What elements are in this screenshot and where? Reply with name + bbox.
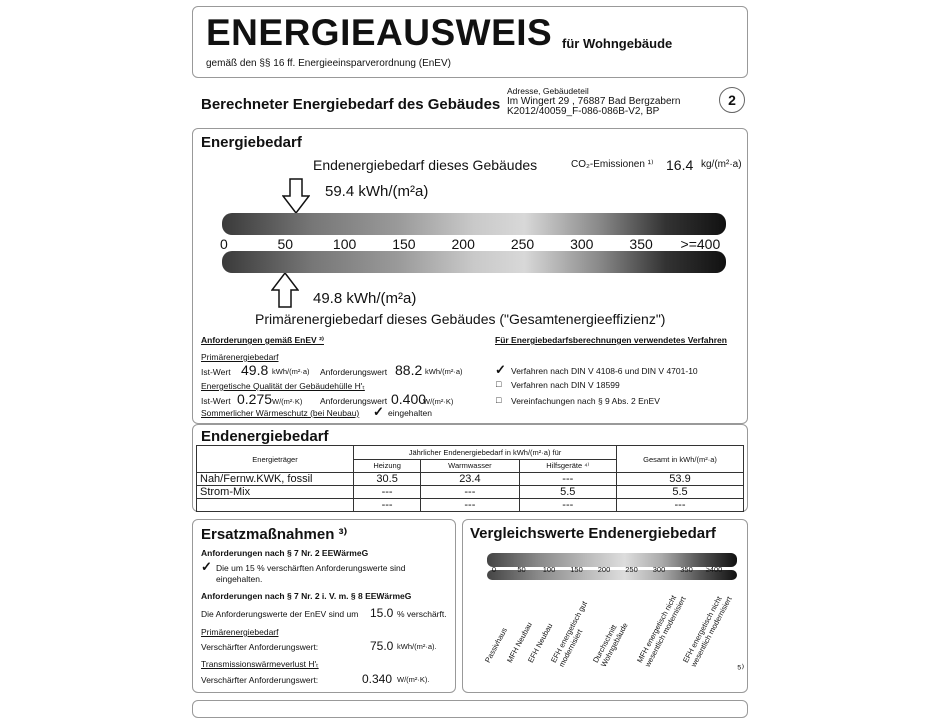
comparison-tick-label: 200 bbox=[597, 565, 611, 574]
ersatz-req1: Anforderungen nach § 7 Nr. 2 EEWärmeG bbox=[201, 548, 369, 558]
energy-demand-title: Energiebedarf bbox=[201, 134, 302, 151]
scale-tick-label: 150 bbox=[392, 236, 416, 252]
req-ist-value: 49.8 bbox=[241, 362, 269, 378]
primary-energy-label: Primärenergiebedarf dieses Gebäudes ("Gesamtenergieeffizienz") bbox=[255, 311, 666, 327]
summer-check-icon: ✓ bbox=[373, 404, 384, 419]
ersatz-prim-title: Primärenergiebedarf bbox=[201, 627, 279, 637]
method-mark-3: □ bbox=[496, 395, 502, 405]
cell-heating: --- bbox=[354, 499, 421, 512]
comparison-title: Vergleichswerte Endenergiebedarf bbox=[470, 525, 716, 542]
end-energy-label: Endenergiebedarf dieses Gebäudes bbox=[313, 157, 538, 173]
method-text-1: Verfahren nach DIN V 4108-6 und DIN V 4701-10 bbox=[511, 366, 698, 376]
next-section-edge bbox=[192, 700, 748, 718]
primary-energy-arrow bbox=[271, 272, 299, 308]
method-mark-2: □ bbox=[496, 379, 502, 389]
req-anf2-label: Anforderungswert bbox=[320, 396, 388, 406]
end-energy-value: 59.4 kWh/(m²a) bbox=[325, 183, 429, 200]
substitute-measures-title: Ersatzmaßnahmen ³⁾ bbox=[201, 526, 348, 543]
scale-tick-label: 350 bbox=[629, 236, 653, 252]
col-header-carrier: Energieträger bbox=[197, 446, 354, 473]
end-energy-title: Endenergiebedarf bbox=[201, 428, 329, 445]
req-anf-label: Anforderungswert bbox=[320, 367, 388, 377]
col-header-water: Warmwasser bbox=[421, 459, 519, 473]
comparison-footnote: ⁵⁾ bbox=[737, 663, 745, 675]
req-ist2-label: Ist-Wert bbox=[201, 396, 231, 406]
ersatz-trans-unit: W/(m²·K). bbox=[397, 675, 430, 684]
scale-tick-label: 0 bbox=[220, 236, 228, 252]
ersatz-req1-text1: Die um 15 % verschärften Anforderungswerte sind bbox=[216, 563, 406, 573]
cell-total: --- bbox=[617, 499, 744, 512]
requirements-title: Anforderungen gemäß EnEV ²⁾ bbox=[201, 335, 324, 345]
ersatz-sharp-value: 15.0 bbox=[370, 606, 394, 620]
cell-water: 23.4 bbox=[421, 473, 519, 486]
cell-water: --- bbox=[421, 499, 519, 512]
comparison-tick-label: 50 bbox=[517, 565, 526, 574]
ersatz-trans-title: Transmissionswärmeverlust H'ₜ bbox=[201, 659, 319, 669]
col-header-total: Gesamt in kWh/(m²·a) bbox=[617, 446, 744, 473]
req-unit-2b: W/(m²·K) bbox=[423, 397, 454, 406]
ersatz-req1-check-icon: ✓ bbox=[201, 559, 212, 574]
end-energy-table bbox=[196, 445, 744, 512]
end-energy-arrow bbox=[282, 178, 310, 214]
document-title: ENERGIEAUSWEIS bbox=[206, 12, 553, 53]
scale-tick-label: 250 bbox=[510, 236, 535, 252]
method-mark-1: ✓ bbox=[495, 362, 506, 377]
cell-heating: --- bbox=[354, 486, 421, 499]
req-ist2-value: 0.275 bbox=[237, 391, 273, 407]
cell-carrier bbox=[197, 499, 354, 512]
table-row bbox=[197, 499, 744, 512]
comparison-tick-label: 300 bbox=[652, 565, 666, 574]
col-header-annual: Jährlicher Endenergiebedarf in kWh/(m²·a) für bbox=[354, 446, 617, 460]
comparison-category-label: EFH energetisch nicht wesentlich modernisiert bbox=[681, 594, 734, 669]
scale-tick-label: 300 bbox=[570, 236, 594, 252]
method-text-2: Verfahren nach DIN V 18599 bbox=[511, 380, 620, 390]
address-label: Adresse, Gebäudeteil bbox=[507, 86, 589, 96]
comparison-tick-label: 100 bbox=[542, 565, 556, 574]
reference-number: K2012/40059_F-086-086B-V2, BP bbox=[507, 106, 660, 117]
ersatz-prim-label: Verschärfter Anforderungswert: bbox=[201, 642, 319, 652]
comparison-tick-label: ≥400 bbox=[705, 565, 723, 574]
scale-tick-label: 100 bbox=[332, 236, 357, 252]
page-number: 2 bbox=[728, 92, 736, 108]
energy-scale-bar-top bbox=[222, 213, 726, 235]
cell-total: 53.9 bbox=[617, 473, 744, 486]
table-header-row bbox=[197, 446, 744, 460]
col-header-heating: Heizung bbox=[354, 459, 421, 473]
cell-carrier: Strom-Mix bbox=[197, 486, 354, 499]
comparison-tick-label: 250 bbox=[625, 565, 638, 574]
law-reference: gemäß den §§ 16 ff. Energieeinsparverordnung (EnEV) bbox=[206, 58, 451, 69]
methods-title: Für Energiebedarfsberechnungen verwendetes Verfahren bbox=[495, 335, 727, 345]
page-number-badge bbox=[719, 87, 745, 113]
req-ist-label: Ist-Wert bbox=[201, 367, 231, 377]
comparison-category-label: EFH energetisch gut modernisiert bbox=[549, 599, 590, 669]
comparison-category-label: Durchschnitt Wohngebäude bbox=[591, 621, 630, 669]
address-value: Im Wingert 29 , 76887 Bad Bergzabern bbox=[507, 96, 681, 107]
cell-heating: 30.5 bbox=[354, 473, 421, 486]
comparison-tick-label: 350 bbox=[680, 565, 693, 574]
summer-protection-value: eingehalten bbox=[388, 408, 432, 418]
scale-tick-label: 50 bbox=[277, 236, 294, 252]
req-unit-2: W/(m²·K) bbox=[272, 397, 303, 406]
comparison-category-label: Passivhaus bbox=[483, 626, 509, 665]
energy-scale-bar-bottom bbox=[222, 251, 726, 273]
req-quality-title: Energetische Qualität der Gebäudehülle H'ₜ bbox=[201, 381, 365, 391]
col-header-aux: Hilfsgeräte ⁴⁾ bbox=[519, 459, 616, 473]
ersatz-sharp-unit: % verschärft. bbox=[397, 609, 447, 619]
cell-aux: --- bbox=[519, 473, 616, 486]
cell-aux: --- bbox=[519, 499, 616, 512]
ersatz-trans-value: 0.340 bbox=[362, 672, 393, 686]
method-text-3: Vereinfachungen nach § 9 Abs. 2 EnEV bbox=[511, 396, 660, 406]
comparison-category-label: MFH energetisch nicht wesentlich modernisiert bbox=[635, 593, 688, 669]
scale-tick-label: 200 bbox=[451, 236, 475, 252]
ersatz-req1-text2: eingehalten. bbox=[216, 574, 263, 584]
table-row bbox=[197, 486, 744, 499]
co2-label: CO₂-Emissionen ¹⁾ bbox=[571, 159, 654, 170]
table-row bbox=[197, 473, 744, 486]
ersatz-trans-label: Verschärfter Anforderungswert: bbox=[201, 675, 319, 685]
co2-unit: kg/(m²·a) bbox=[701, 159, 742, 170]
ersatz-prim-value: 75.0 bbox=[370, 639, 394, 653]
req-anf2-value: 0.400 bbox=[391, 391, 427, 407]
comparison-tick-label: 150 bbox=[570, 565, 583, 574]
req-anf-value: 88.2 bbox=[395, 362, 423, 378]
cell-carrier: Nah/Fernw.KWK, fossil bbox=[197, 473, 354, 486]
req-primary-title: Primärenergiebedarf bbox=[201, 352, 279, 362]
co2-value: 16.4 bbox=[666, 157, 694, 173]
cell-water: --- bbox=[421, 486, 519, 499]
req-unit-1b: kWh/(m²·a) bbox=[425, 367, 463, 376]
ersatz-sharp-label: Die Anforderungswerte der EnEV sind um bbox=[201, 609, 359, 619]
comparison-category-label: EFH Neubau bbox=[526, 621, 555, 665]
comparison-category-label: MFH Neubau bbox=[505, 620, 534, 665]
cell-aux: 5.5 bbox=[519, 486, 616, 499]
req-unit-1: kWh/(m²·a) bbox=[272, 367, 310, 376]
cell-total: 5.5 bbox=[617, 486, 744, 499]
document-subtitle: für Wohngebäude bbox=[562, 36, 673, 51]
ersatz-prim-unit: kWh/(m²·a). bbox=[397, 642, 437, 651]
comparison-tick-label: 0 bbox=[491, 565, 497, 574]
section-title: Berechneter Energiebedarf des Gebäudes bbox=[201, 96, 501, 113]
summer-protection-label: Sommerlicher Wärmeschutz (bei Neubau) bbox=[201, 408, 360, 418]
primary-energy-value: 49.8 kWh/(m²a) bbox=[313, 290, 417, 307]
ersatz-req2: Anforderungen nach § 7 Nr. 2 i. V. m. § 8 EEWärmeG bbox=[201, 591, 412, 601]
scale-tick-label: >=400 bbox=[680, 236, 721, 252]
